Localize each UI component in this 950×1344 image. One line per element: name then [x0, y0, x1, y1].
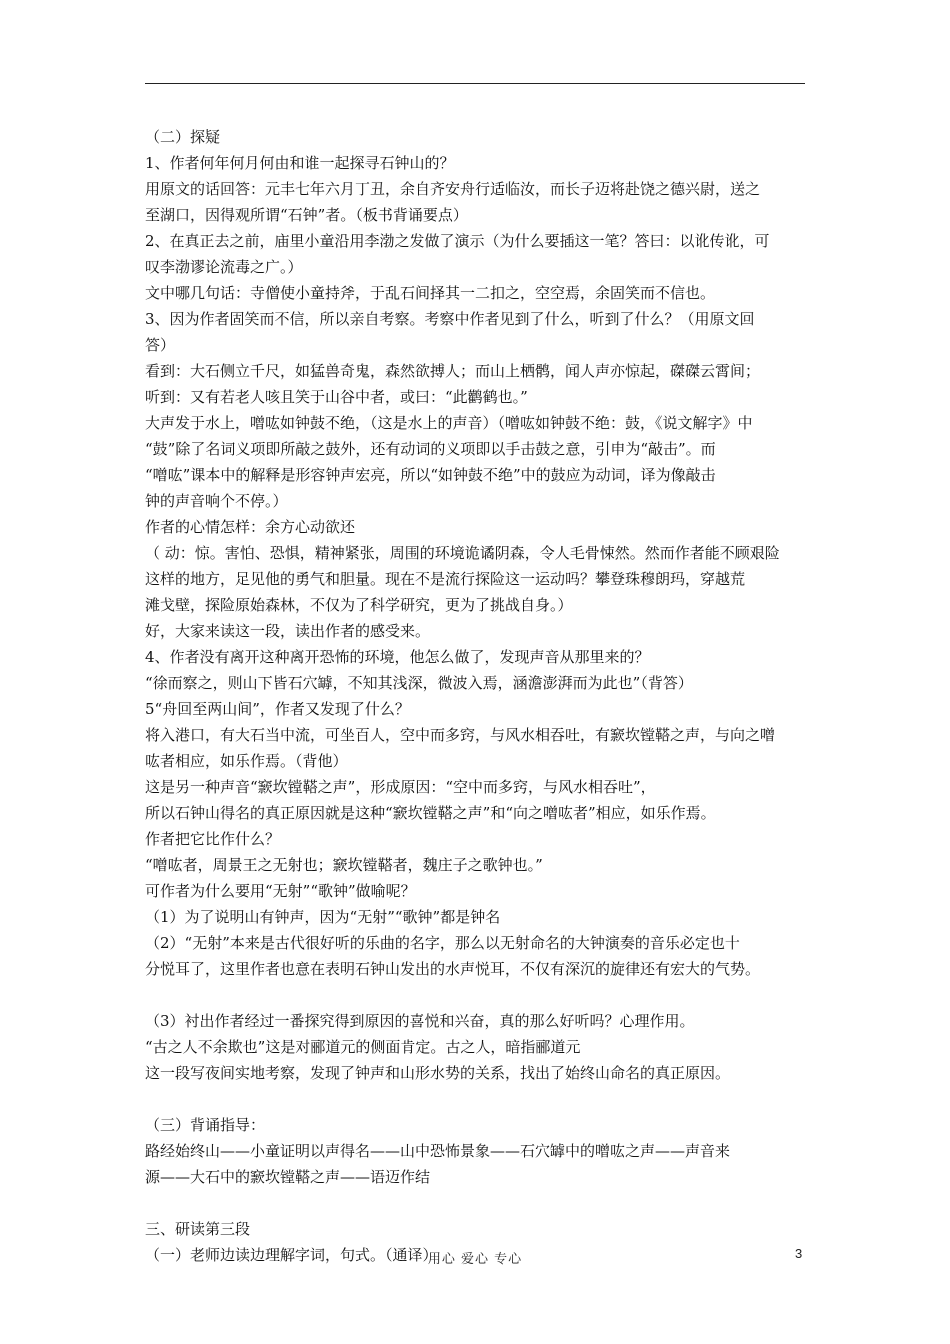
text-line: （一）老师边读边理解字词，句式。（通译）	[145, 1246, 438, 1264]
text-line: 4、作者没有离开这种离开恐怖的环境，他怎么做了，发现声音从那里来的？	[145, 648, 650, 666]
text-line: 这是另一种声音“窾坎镗鞳之声”，形成原因：“空中而多窍，与风水相吞吐”，	[145, 778, 656, 796]
text-line: 所以石钟山得名的真正原因就是这种“窾坎镗鞳之声”和“向之噌吰者”相应，如乐作焉。	[145, 804, 716, 822]
text-line: 这一段写夜间实地考察，发现了钟声和山形水势的关系，找出了始终山命名的真正原因。	[145, 1064, 731, 1082]
text-line: 作者把它比作什么？	[145, 830, 281, 848]
document-body	[145, 124, 810, 1268]
text-line: 钟的声音响个不停。）	[145, 492, 288, 510]
text-line: （三）背诵指导：	[145, 1116, 266, 1134]
text-line: 答）	[145, 336, 176, 354]
text-line: 作者的心情怎样：余方心动欲还	[145, 518, 356, 536]
blank-line	[145, 1190, 810, 1216]
text-line: 5“舟回至两山间”，作者又发现了什么？	[145, 700, 410, 718]
text-line: 将入港口，有大石当中流，可坐百人，空中而多窍，与风水相吞吐，有窾坎镗鞳之声，与向之噌	[145, 726, 776, 744]
text-line: “噌吰者，周景王之无射也；窾坎镗鞳者，魏庄子之歌钟也。”	[145, 856, 543, 874]
text-line: （1）为了说明山有钟声，因为“无射”“歌钟”都是钟名	[145, 908, 501, 926]
text-line: 至湖口，因得观所谓“石钟”者。（板书背诵要点）	[145, 206, 468, 224]
text-line: 源——大石中的窾坎镗鞳之声——语迈作结	[145, 1168, 431, 1186]
text-line: 路经始终山——小童证明以声得名——山中恐怖景象——石穴罅中的噌吰之声——声音来	[145, 1142, 731, 1160]
text-line: （3）衬出作者经过一番探究得到原因的喜悦和兴奋，真的那么好听吗？心理作用。	[145, 1012, 695, 1030]
text-line: 滩戈壁，探险原始森林，不仅为了科学研究，更为了挑战自身。）	[145, 596, 573, 614]
text-line: 这样的地方，足见他的勇气和胆量。现在不是流行探险这一运动吗？攀登珠穆朗玛，穿越荒	[145, 570, 746, 588]
text-line: 3、因为作者固笑而不信，所以亲自考察。考察中作者见到了什么，听到了什么？（用原文回	[145, 310, 755, 328]
text-line: （二）探疑	[145, 128, 221, 146]
text-line: 吰者相应，如乐作焉。（背他）	[145, 752, 348, 770]
text-line: 三、研读第三段	[145, 1220, 251, 1238]
text-line: 好，大家来读这一段，读出作者的感受来。	[145, 622, 431, 640]
text-line: （2）“无射”本来是古代很好听的乐曲的名字，那么以无射命名的大钟演奏的音乐必定也十	[145, 934, 740, 952]
text-line: “鼓”除了名词义项即所敲之鼓外，还有动词的义项即以手击鼓之意，引申为“敲击”。而	[145, 440, 716, 458]
text-line: （ 动：惊。害怕、恐惧，精神紧张，周围的环境诡谲阴森，令人毛骨悚然。然而作者能不顾艰险	[145, 544, 780, 562]
text-line: 文中哪几句话：寺僧使小童持斧，于乱石间择其一二扣之，空空焉，余固笑而不信也。	[145, 284, 716, 302]
text-line: 分悦耳了，这里作者也意在表明石钟山发出的水声悦耳，不仅有深沉的旋律还有宏大的气势。	[145, 960, 761, 978]
text-line: 1、作者何年何月何由和谁一起探寻石钟山的？	[145, 154, 455, 172]
text-line: “徐而察之，则山下皆石穴罅，不知其浅深，微波入焉，涵澹澎湃而为此也”（背答）	[145, 674, 693, 692]
footer-text: 用心 爱心 专心	[427, 1252, 523, 1267]
text-line: 听到：又有若老人咳且笑于山谷中者，或曰：“此鹳鹤也。”	[145, 388, 528, 406]
text-line: 大声发于水上，噌吰如钟鼓不绝，（这是水上的声音）（噌吰如钟鼓不绝：鼓，《说文解字》中	[145, 414, 753, 432]
text-line: 2、在真正去之前，庙里小童沿用李渤之发做了演示（为什么要插这一笔？答曰：以讹传讹，可	[145, 232, 770, 250]
text-line: “古之人不余欺也”这是对郦道元的侧面肯定。古之人，暗指郦道元	[145, 1038, 581, 1056]
text-line: “噌吰”课本中的解释是形容钟声宏亮，所以“如钟鼓不绝”中的鼓应为动词，译为像敲击	[145, 466, 716, 484]
blank-line	[145, 1086, 810, 1112]
page-footer	[0, 1248, 950, 1267]
text-line: 叹李渤谬论流毒之广。）	[145, 258, 303, 276]
header-rule	[145, 83, 805, 84]
blank-line	[145, 982, 810, 1008]
text-line: 用原文的话回答：元丰七年六月丁丑，余自齐安舟行适临汝，而长子迈将赴饶之德兴尉，送之	[145, 180, 761, 198]
text-line: 看到：大石侧立千尺，如猛兽奇鬼，森然欲搏人；而山上栖鹘，闻人声亦惊起，磔磔云霄间；	[145, 362, 761, 380]
page-number: 3	[795, 1246, 803, 1261]
text-line: 可作者为什么要用“无射”“歌钟”做喻呢？	[145, 882, 416, 900]
